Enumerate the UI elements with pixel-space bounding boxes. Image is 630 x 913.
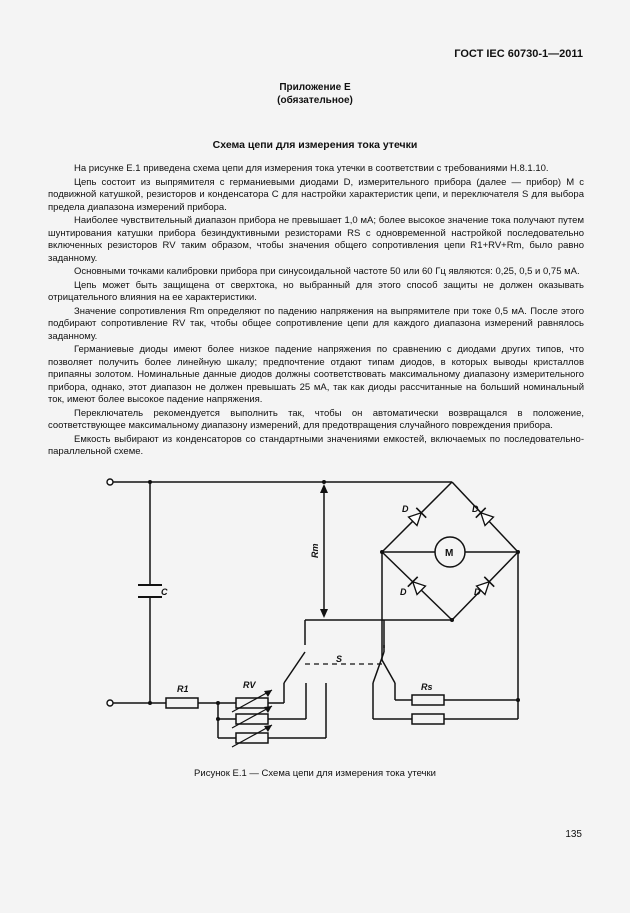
label-meter: M bbox=[445, 548, 454, 559]
paragraph: Германиевые диоды имеют более низкое падение напряжения по сравнению с диодами других типов, что позволяет получить более линейную шкалу; предпочтение отдают типам диодов, в которых выводы кристаллов припаяны золотом. Номинальные данные диодов должны соответствовать максимальному диапазону измерительного прибора, однако, этот диапазон не должен превышать 25 мА, так как диоды рассчитанные на больший номинальный ток, имеют более высокое падение напряжения. bbox=[48, 344, 584, 405]
label-diode: D bbox=[400, 587, 407, 597]
paragraph: Цепь состоит из выпрямителя с германиевыми диодами D, измерительного прибора (далее — прибор) M с подвижной катушкой, резисторов и конденсатора C для настройки характеристик цепи, и переключателя S для выбора предела диапазона измерений прибора. bbox=[48, 176, 584, 213]
label-rs: Rs bbox=[421, 682, 433, 692]
label-diode: D bbox=[472, 504, 479, 514]
paragraph: Наиболее чувствительный диапазон прибора не превышает 1,0 мА; более высокое значение тока получают путем шунтирования катушки прибора безиндуктивными резисторами RS с одновременной настройкой последовательно включенных резисторов RV таким образом, чтобы значения общего сопротивления цепи R1+RV+Rm, было равно заданному. bbox=[48, 215, 584, 264]
paragraph: Основными точками калибровки прибора при синусоидальной частоте 50 или 60 Гц являются: 0,25, 0,5 и 0,75 мА. bbox=[74, 266, 580, 277]
paragraph: Переключатель рекомендуется выполнить так, чтобы он автоматически возвращался в положение, соответствующее максимальному диапазону измерений, для предотвращения случайного повреждения прибора. bbox=[48, 407, 584, 431]
page-number: 135 bbox=[565, 829, 582, 840]
section-title: Схема цепи для измерения тока утечки bbox=[212, 139, 418, 151]
figure-caption: Рисунок Е.1 — Схема цепи для измерения тока утечки bbox=[194, 768, 436, 779]
resistor-rs-2 bbox=[412, 714, 444, 724]
label-rv: RV bbox=[243, 680, 256, 690]
paragraph: На рисунке Е.1 приведена схема цепи для измерения тока утечки в соответствии с требованиями Н.8.1.10. bbox=[74, 163, 549, 174]
label-rm: Rm bbox=[310, 543, 320, 558]
paragraph: Цепь может быть защищена от сверхтока, но выбранный для этого способ защиты не должен оказывать отрицательного влияния на ее характеристики. bbox=[48, 279, 584, 303]
annex-status: (обязательное) bbox=[277, 95, 353, 106]
label-switch: S bbox=[336, 654, 343, 664]
label-diode: D bbox=[402, 504, 409, 514]
paragraph: Емкость выбирают из конденсаторов со стандартными значениями емкостей, включаемых по последовательно-параллельной схеме. bbox=[48, 433, 584, 457]
resistor-r1 bbox=[166, 698, 198, 708]
paragraph: Значение сопротивления Rm определяют по падению напряжения на выпрямителе при токе 0,5 мА. После этого подбирают сопротивление RV так, чтобы общее сопротивление цепи для каждого диапазона измерений равнялось заданному. bbox=[48, 305, 584, 342]
resistor-rs-1 bbox=[412, 695, 444, 705]
label-diode: D bbox=[474, 587, 481, 597]
label-r1: R1 bbox=[177, 684, 189, 694]
label-capacitor: C bbox=[161, 587, 168, 597]
annex-title: Приложение Е bbox=[279, 82, 351, 93]
standard-header: ГОСТ IEC 60730-1—2011 bbox=[454, 48, 583, 60]
